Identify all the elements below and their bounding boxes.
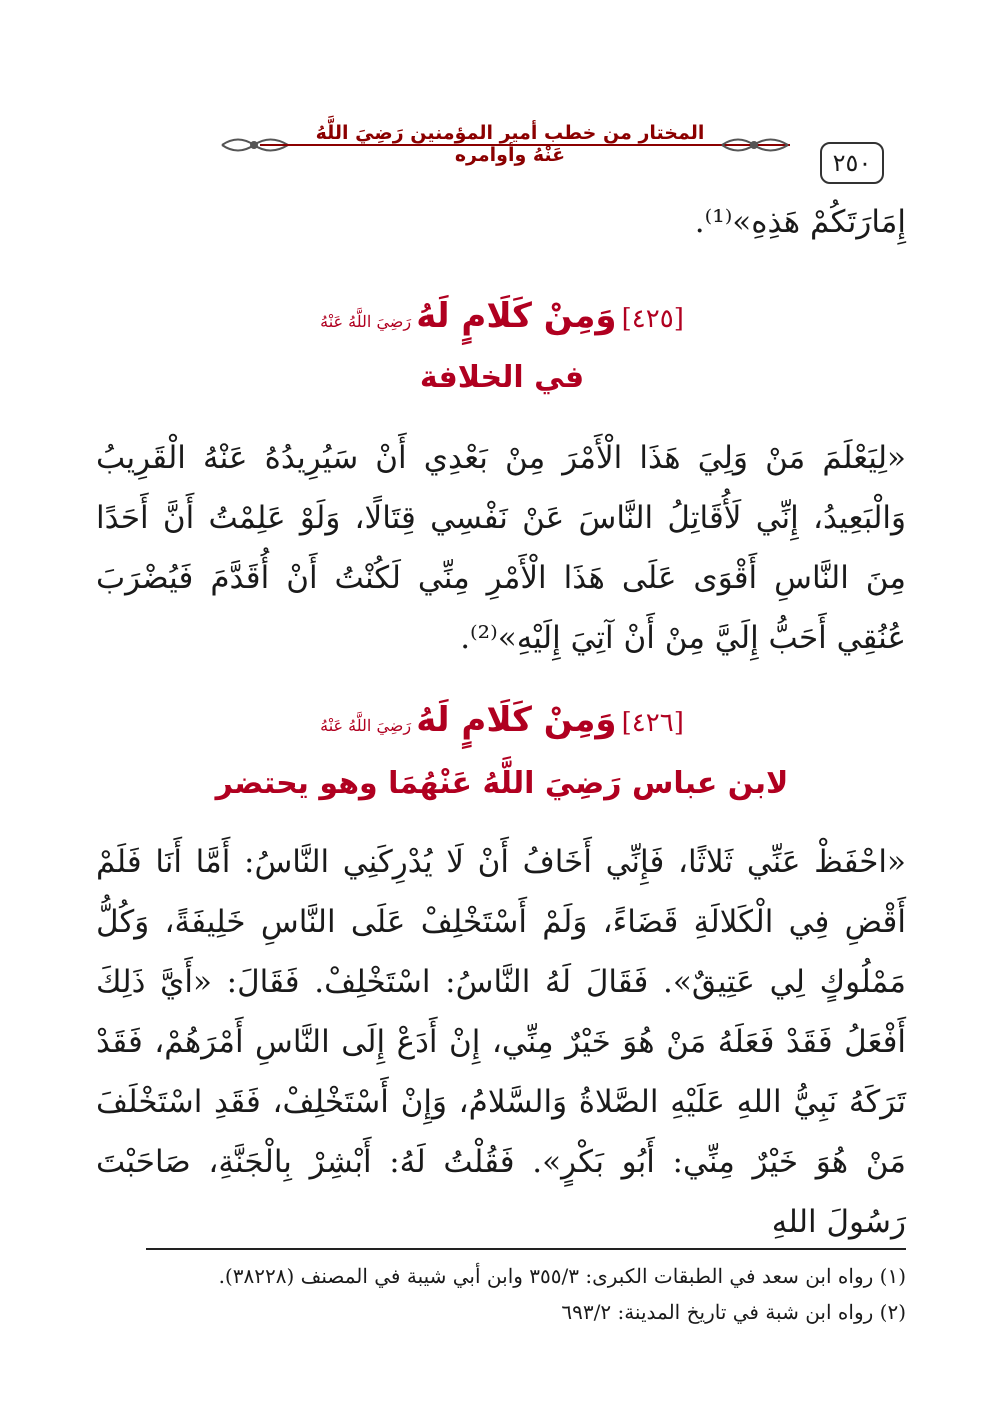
section-426-body: «احْفَظْ عَنِّي ثَلاثًا، فَإِنِّي أَخَافُ أَنْ لَا يُدْرِكَنِي النَّاسُ: أَمَّا أَنَا فَلَمْ أَقْضِ فِي الْكَلالَةِ قَضَاءً، وَلَمْ أَسْتَخْلِفْ عَلَى النَّاسِ خَلِيفَةً، وَكُلُّ مَمْلُوكٍ لِي عَتِيقٌ». فَقَالَ لَهُ النَّاسُ: اسْتَخْلِفْ. فَقَالَ: «أَيَّ ذَلِكَ أَفْعَلُ فَقَدْ فَعَلَهُ مَنْ هُوَ خَيْرٌ مِنِّي، إِنْ أَدَعْ إِلَى النَّاسِ أَمْرَهُمْ، فَقَدْ تَرَكَهُ نَبِيُّ اللهِ عَلَيْهِ الصَّلاةُ وَالسَّلامُ، وَإِنْ أَسْتَخْلِفْ، فَقَدِ اسْتَخْلَفَ مَنْ هُوَ خَيْرٌ مِنِّي: أَبُو بَكْرٍ». فَقُلْتُ لَهُ: أَبْشِرْ بِالْجَنَّةِ، صَاحَبْتَ رَسُولَ اللهِ bbox=[96, 844, 906, 1240]
header-title: المختار من خطب أمير المؤمنين رَضِيَ اللَّهُ عَنْهُ وأوامره bbox=[315, 122, 705, 166]
honorific: رَضِيَ اللَّهُ عَنْهُ bbox=[320, 312, 412, 331]
honorific: رَضِيَ اللَّهُ عَنْهُ bbox=[320, 716, 412, 735]
section-425-subtitle: في الخلافة bbox=[419, 360, 585, 395]
section-426-heading bbox=[0, 700, 1004, 740]
section-number: [٤٢٥] bbox=[621, 304, 684, 334]
page-number: ٢٥٠ bbox=[820, 142, 884, 184]
footnote-1: (١) رواه ابن سعد في الطبقات الكبرى: ٣٥٥/٣ وابن أبي شيبة في المصنف (٣٨٢٢٨). bbox=[218, 1264, 906, 1288]
section-title: وَمِنْ كَلَامٍ لَهُ bbox=[416, 296, 617, 336]
footnotes bbox=[96, 1258, 906, 1330]
section-426-subtitle: لابن عباس رَضِيَ اللَّهُ عَنْهُمَا وهو يحتضر bbox=[215, 766, 789, 801]
footnote-rule bbox=[146, 1248, 906, 1250]
section-title: وَمِنْ كَلَامٍ لَهُ bbox=[416, 700, 617, 740]
section-425-body: «لِيَعْلَمَ مَنْ وَلِيَ هَذَا الْأَمْرَ مِنْ بَعْدِي أَنْ سَيُرِيدُهُ عَنْهُ الْقَرِيبُ وَالْبَعِيدُ، إِنِّي لَأُقَاتِلُ النَّاسَ عَنْ نَفْسِي قِتَالًا، وَلَوْ عَلِمْتُ أَنَّ أَحَدًا مِنَ النَّاسِ أَقْوَى عَلَى هَذَا الْأَمْرِ مِنِّي لَكُنْتُ أَنْ أُقَدَّمَ فَيُضْرَبَ عُنُقِي أَحَبُّ إِلَيَّ مِنْ أَنْ آتِيَ إِلَيْهِ»⁽²⁾. bbox=[96, 440, 906, 656]
section-425-heading bbox=[0, 296, 1004, 336]
section-number: [٤٢٦] bbox=[621, 708, 684, 738]
opening-line: إِمَارَتَكُمْ هَذِهِ»⁽¹⁾. bbox=[694, 204, 906, 240]
footnote-2: (٢) رواه ابن شبة في تاريخ المدينة: ٦٩٣/٢ bbox=[561, 1300, 906, 1324]
running-header bbox=[0, 118, 1004, 178]
ornament-right-icon bbox=[720, 132, 790, 158]
